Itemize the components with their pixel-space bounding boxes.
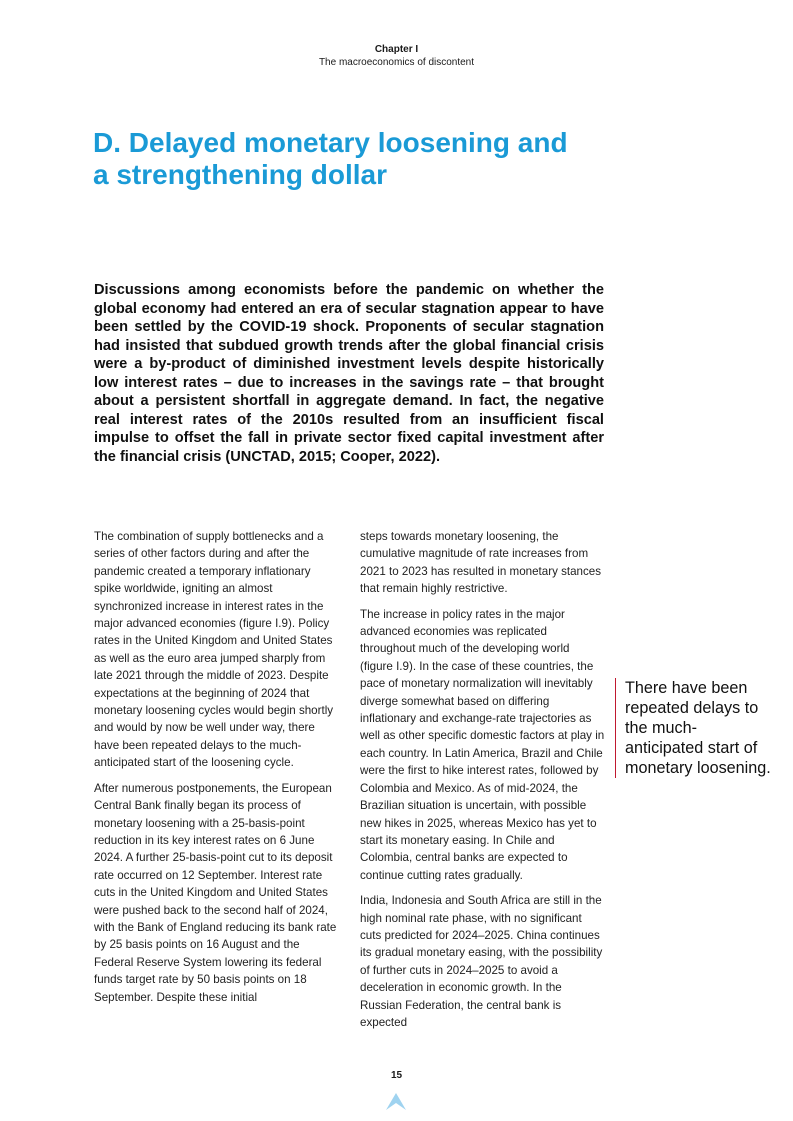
body-paragraph: The combination of supply bottlenecks and a series of other factors during and after the pandemic created a temporary inflationary spike worldwide, igniting an almost synchronized increase in interest rates in the major advanced economies (figure I.9). Policy rates in the United Kingdom and United States as well as the euro area jumped sharply from late 2021 through the middle of 2023. Despite expectations at the beginning of 2024 that monetary loosening cycles would begin shortly and would by now be well under way, there have been repeated delays to the much-anticipated start of the loosening cycle. xyxy=(94,530,334,770)
chapter-subtitle: The macroeconomics of discontent xyxy=(318,57,475,68)
pull-quote: There have been repeated delays to the much-anticipated start of monetary loosening. xyxy=(615,678,775,778)
body-paragraph: steps towards monetary loosening, the cumulative magnitude of rate increases from 2021 to 2023 has resulted in monetary stances that remain highly restrictive. xyxy=(360,530,602,596)
section-title-line-2: a strengthening dollar xyxy=(93,159,388,190)
chevron-up-icon[interactable] xyxy=(383,1088,409,1114)
body-paragraph: India, Indonesia and South Africa are still in the high nominal rate phase, with no significant cuts predicted for 2024–2025. China continues its gradual monetary easing, with the possibility of further cuts in 2024–2025 to avoid a deceleration in economic growth. In the Russian Federation, the central bank is expected xyxy=(360,894,603,1029)
lead-paragraph: Discussions among economists before the pandemic on whether the global economy had entered an era of secular stagnation appear to have been settled by the COVID-19 shock. Proponents of secular stagnation had insisted that subdued growth trends after the global financial crisis were a by-product of diminished investment levels despite historically low interest rates – due to increases in the savings rate – that brought about a persistent shortfall in aggregate demand. In fact, the negative real interest rates of the 2010s resulted from an insufficient fiscal impulse to offset the fall in private sector fixed capital investment after the financial crisis (UNCTAD, 2015; Cooper, 2022). xyxy=(94,282,604,465)
body-column-right xyxy=(360,528,605,1039)
chapter-label: Chapter I xyxy=(374,44,419,55)
chevron-up-icon-shape xyxy=(386,1093,406,1110)
section-title xyxy=(93,127,633,191)
body-paragraph: After numerous postponements, the European Central Bank finally began its process of monetary loosening with a 25-basis-point reduction in its key interest rates on 6 June 2024. A further 25-basis-point cut to its deposit rate occurred on 12 September. Interest rate cuts in the United Kingdom and United States were pushed back to the second half of 2024, with the Bank of England reducing its bank rate by 25 basis points on 16 August and the Federal Reserve System lowering its federal funds target rate by 50 basis points on 18 September. Despite these initial xyxy=(94,781,337,1004)
body-column-left xyxy=(94,528,339,1014)
section-title-line-1: D. Delayed monetary loosening and xyxy=(93,127,568,158)
running-header xyxy=(0,43,793,69)
body-paragraph: The increase in policy rates in the major advanced economies was replicated throughout much of the developing world (figure I.9). In the case of these countries, the pace of monetary normalization will inevitably diverge somewhat based on differing inflationary and exchange-rate trajectories as well as other specific domestic factors at play in each country. In Latin America, Brazil and Chile were the first to hike interest rates, followed by Colombia and Mexico. As of mid-2024, the Brazilian situation is uncertain, with possible new hikes in 2025, whereas Mexico has yet to start its monetary easing. In Chile and Colombia, central banks are expected to continue cutting rates gradually. xyxy=(360,607,605,882)
page-number: 15 xyxy=(390,1070,403,1081)
